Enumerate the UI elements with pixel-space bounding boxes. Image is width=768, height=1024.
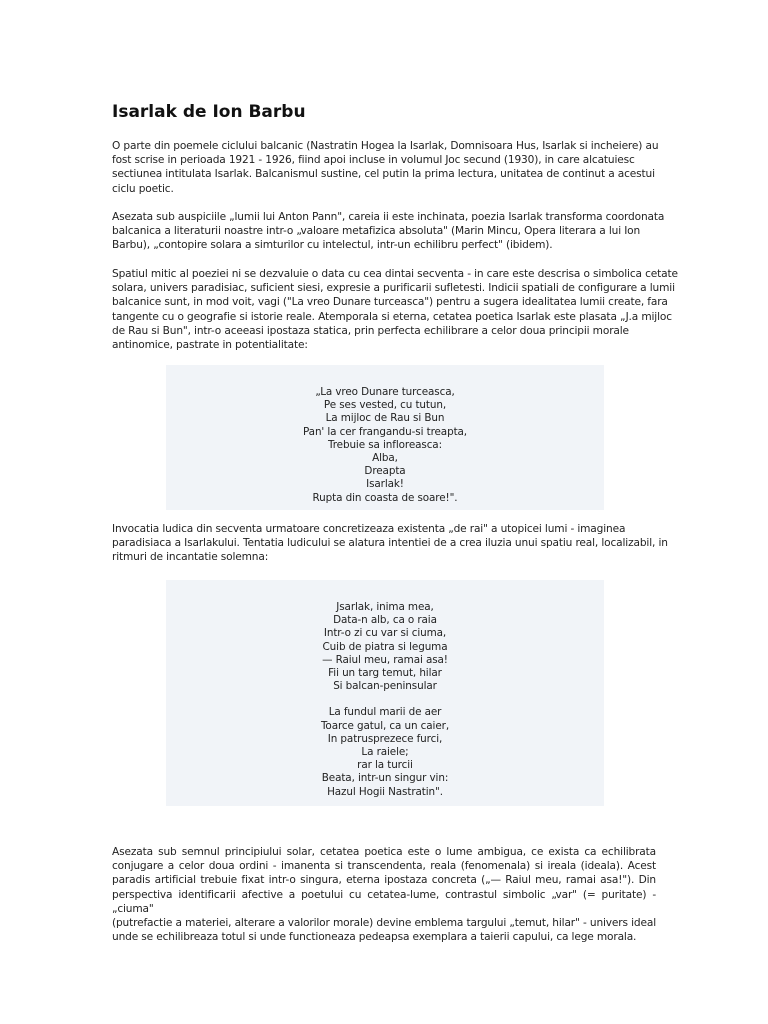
verse-line: Beata, intr-un singur vin: [321, 772, 449, 785]
text-line: balcanice sunt, in mod voit, vagi ("La vreo Dunare turceasca") pentru a sugera idealitatea lumii create, fara [112, 296, 668, 309]
text-line: Barbu), „contopire solara a simturilor cu intelectul, intr-un echilibru perfect" (ibidem). [112, 239, 553, 252]
text-line: (putrefactie a materiei, alterare a valorilor morale) devine emblema targului „temut, hilar" - univers ideal [112, 917, 656, 930]
document-title: Isarlak de Ion Barbu [112, 102, 306, 122]
verse-line: Alba, [372, 452, 398, 465]
verse-line: Data-n alb, ca o raia [333, 614, 437, 627]
verse-quote-1 [166, 365, 604, 510]
text-line: Spatiul mitic al poeziei ni se dezvaluie o data cu cea dintai secventa - in care este descrisa o simbolica cetate [112, 268, 678, 280]
verse-line: Rupta din coasta de soare!". [312, 491, 458, 504]
paragraph-mythic-space [112, 267, 678, 352]
text-line: Invocatia ludica din secventa urmatoare concretizeaza existenta „de rai" a utopicei lumi - imaginea [112, 523, 626, 535]
verse-stanza [166, 386, 604, 505]
text-line: paradisiaca a Isarlakului. Tentatia ludicului se alatura intentiei de a crea iluzia unui spatiu real, localizabil, in [112, 537, 668, 550]
text-line: perspectiva identificarii afective a poetului cu cetatea-lume, contrastul simbolic „var" (= puritate) - „ciuma" [112, 888, 656, 915]
verse-stanza [166, 706, 604, 798]
text-line: ciclu poetic. [112, 182, 174, 195]
text-line: paradis artificial trebuie fixat intr-o singura, eterna ipostaza concreta („— Raiul meu, ramai asa!"). Din [112, 874, 656, 887]
text-line: conjugare a celor doua ordini - imanenta si transcendenta, reala (fenomenala) si ireala (ideala). Acest [112, 860, 656, 873]
verse-line: Trebuie sa infloreasca: [328, 438, 442, 451]
verse-line: In patrusprezece furci, [327, 732, 443, 745]
text-line: ritmuri de incantatie solemna: [112, 551, 269, 564]
text-line: fost scrise in perioada 1921 - 1926, fiind apoi incluse in volumul Joc secund (1930), in care alcatuiesc [112, 154, 635, 167]
verse-line: rar la turcii [357, 759, 413, 772]
verse-line: Dreapta [364, 465, 406, 478]
text-line: antinomice, pastrate in potentialitate: [112, 339, 308, 352]
text-line: Asezata sub auspiciile „lumii lui Anton Pann", careia ii este inchinata, poezia Isarlak transforma coordonata [112, 211, 665, 223]
verse-stanza [166, 601, 604, 693]
text-line: Asezata sub semnul principiului solar, cetatea poetica este o lume ambigua, ce exista ca echilibrata [112, 846, 656, 858]
text-line: de Rau si Bun", intr-o aceeasi ipostaza statica, prin perfecta echilibrare a celor doua principii morale [112, 324, 629, 337]
verse-line: Jsarlak, inima mea, [336, 601, 434, 613]
text-line: tangente cu o geografie si istorie reale. Atemporala si eterna, cetatea poetica Isarlak este plasata „J.a mijloc [112, 310, 672, 323]
paragraph-intro [112, 139, 659, 196]
stanza-gap [166, 693, 604, 706]
verse-quote-2 [166, 580, 604, 806]
verse-line: — Raiul meu, ramai asa! [322, 653, 448, 666]
verse-line: La raiele; [361, 746, 409, 759]
verse-line: Si balcan-peninsular [333, 680, 437, 693]
verse-line: La mijloc de Rau si Bun [325, 412, 445, 425]
verse-line: Intr-o zi cu var si ciuma, [323, 627, 447, 640]
verse-line: La fundul marii de aer [328, 706, 442, 719]
paragraph-ludic-invocation [112, 522, 668, 565]
verse-line: Fii un targ temut, hilar [328, 667, 442, 680]
text-line: unde se echilibreaza totul si unde functioneaza pedeapsa exemplara a taierii capului, ca lege morala. [112, 931, 637, 944]
text-line: O parte din poemele ciclului balcanic (Nastratin Hogea la Isarlak, Domnisoara Hus, Isarlak si incheiere) au [112, 140, 659, 152]
paragraph-solar-principle [112, 845, 656, 944]
verse-line: Toarce gatul, ca un caier, [320, 719, 450, 732]
paragraph-anton-pann [112, 210, 665, 253]
text-line: sectiunea intitulata Isarlak. Balcanismul sustine, cel putin la prima lectura, unitatea de continut a acestui [112, 168, 655, 181]
text-line: solara, univers paradisiac, suficient siesi, expresie a purificarii sufletesti. Indicii spatiali de configurare a lumii [112, 282, 675, 295]
verse-line: Pe ses vested, cu tutun, [323, 399, 447, 412]
verse-line: Isarlak! [366, 478, 404, 491]
verse-line: Hazul Hogii Nastratin". [327, 785, 443, 798]
text-line: balcanica a literaturii noastre intr-o „valoare metafizica absoluta" (Marin Mincu, Opera literara a lui Ion [112, 225, 641, 238]
verse-line: „La vreo Dunare turceasca, [315, 386, 455, 398]
verse-line: Pan' la cer frangandu-si treapta, [302, 425, 468, 438]
verse-line: Cuib de piatra si leguma [322, 640, 448, 653]
